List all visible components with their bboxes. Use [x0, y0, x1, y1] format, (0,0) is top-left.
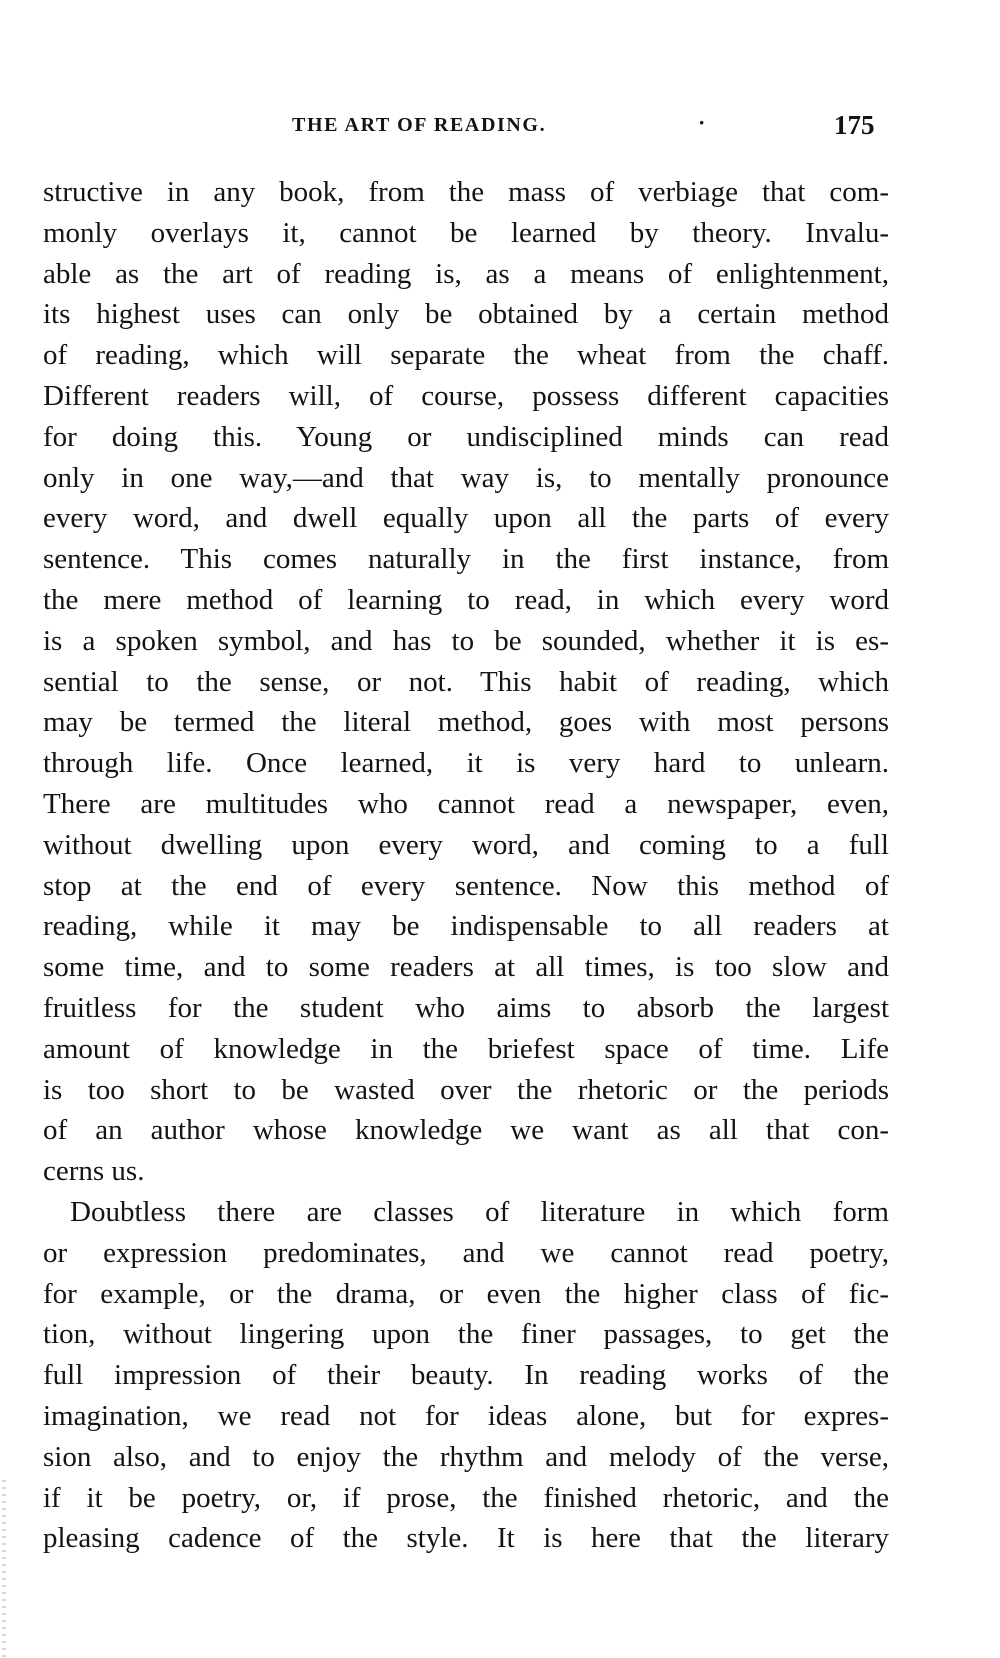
text-line: if it be poetry, or, if prose, the finished rhetoric, and the — [43, 1481, 889, 1514]
text-line: full impression of their beauty. In reading works of the — [43, 1359, 889, 1392]
text-line: fruitless for the student who aims to absorb the largest — [43, 991, 889, 1024]
text-line: some time, and to some readers at all times, is too slow and — [43, 951, 889, 984]
text-line: may be termed the literal method, goes with most persons — [43, 706, 889, 739]
text-line: cerns us. — [43, 1155, 145, 1188]
text-line: monly overlays it, cannot be learned by theory. Invalu- — [43, 216, 889, 249]
text-line: is a spoken symbol, and has to be sounded, whether it is es- — [43, 624, 889, 657]
text-line: the mere method of learning to read, in which every word — [43, 583, 889, 616]
text-line: Different readers will, of course, possess different capacities — [43, 379, 889, 412]
page-number: 175 — [834, 110, 875, 140]
running-head — [0, 110, 1000, 144]
text-line: only in one way,—and that way is, to mentally pronounce — [43, 461, 889, 494]
text-line: is too short to be wasted over the rhetoric or the periods — [43, 1073, 889, 1106]
text-line: sion also, and to enjoy the rhythm and melody of the verse, — [43, 1440, 889, 1473]
text-line: of an author whose knowledge we want as all that con- — [43, 1114, 889, 1147]
running-head-title: THE ART OF READING. — [292, 114, 547, 136]
running-head-separator: · — [698, 110, 706, 135]
text-line: without dwelling upon every word, and coming to a full — [43, 828, 889, 861]
text-line: stop at the end of every sentence. Now this method of — [43, 869, 889, 902]
text-line: pleasing cadence of the style. It is here that the literary — [43, 1522, 889, 1555]
text-line: Doubtless there are classes of literature in which form — [70, 1195, 889, 1228]
text-line: for doing this. Young or undisciplined minds can read — [43, 420, 889, 453]
text-line: imagination, we read not for ideas alone, but for expres- — [43, 1399, 889, 1432]
text-line: reading, while it may be indispensable to all readers at — [43, 910, 889, 943]
text-line: through life. Once learned, it is very hard to unlearn. — [43, 747, 889, 780]
text-line: of reading, which will separate the wheat from the chaff. — [43, 339, 889, 372]
text-line: sentence. This comes naturally in the first instance, from — [43, 543, 889, 576]
scan-edge-artifact — [2, 1480, 6, 1658]
text-line: for example, or the drama, or even the higher class of fic- — [43, 1277, 889, 1310]
text-line: structive in any book, from the mass of verbiage that com- — [43, 176, 889, 208]
text-line: There are multitudes who cannot read a newspaper, even, — [43, 787, 889, 820]
text-line: tion, without lingering upon the finer passages, to get the — [43, 1318, 889, 1351]
text-line: its highest uses can only be obtained by a certain method — [43, 298, 889, 331]
text-line: sential to the sense, or not. This habit of reading, which — [43, 665, 889, 698]
text-line: able as the art of reading is, as a means of enlightenment, — [43, 257, 889, 290]
text-line: every word, and dwell equally upon all the parts of every — [43, 502, 889, 535]
body-text — [43, 172, 889, 1559]
text-line: or expression predominates, and we cannot read poetry, — [43, 1236, 889, 1269]
text-line: amount of knowledge in the briefest space of time. Life — [43, 1032, 889, 1065]
